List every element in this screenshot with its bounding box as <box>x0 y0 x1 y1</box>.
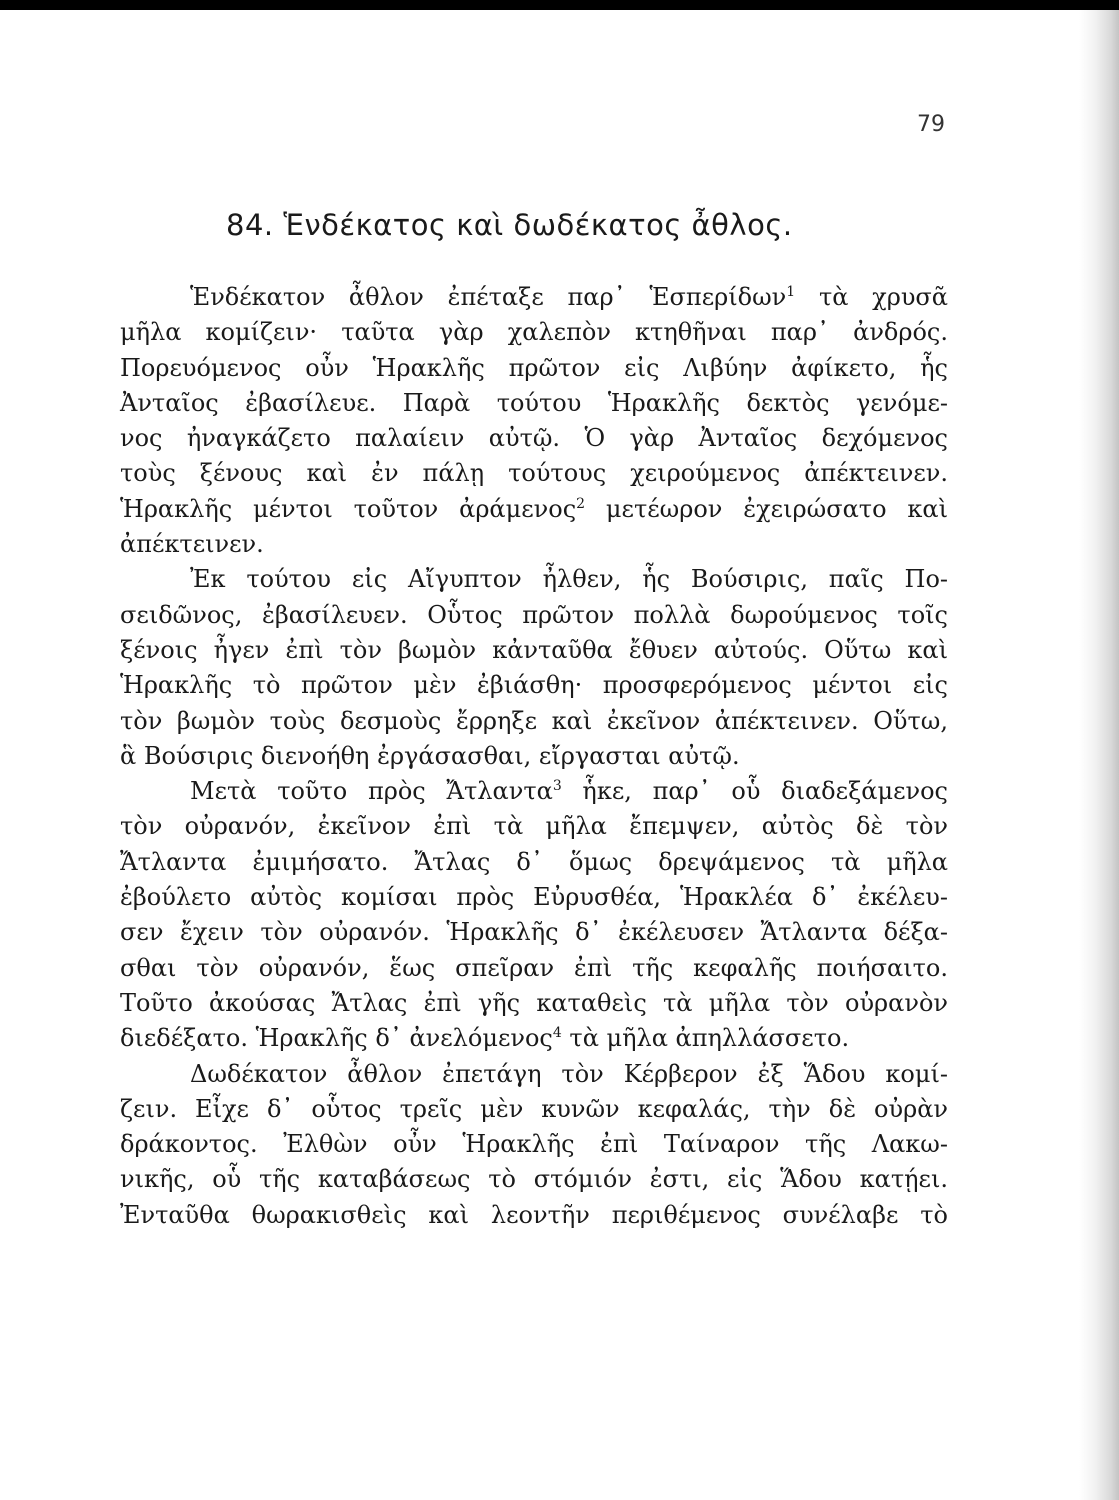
text-line-content: Ἄτλαντα ἐμιμήσατο. Ἄτλας δ᾽ ὅμως δρεψάμενος τὰ μῆλα <box>120 847 948 876</box>
text-line-content: ἐβούλετο αὐτὸς κομίσαι πρὸς Εὐρυσθέα, Ἡρακλέα δ᾽ ἐκέλευ- <box>120 883 948 912</box>
text-line-content: Μετὰ τοῦτο πρὸς Ἄτλαντα <box>190 777 553 806</box>
text-line-content: ξένοις ἦγεν ἐπὶ τὸν βωμὸν κἀνταῦθα ἔθυεν αὐτούς. Οὕτω καὶ <box>120 635 948 664</box>
text-line-content: ἃ Βούσιρις διενοήθη ἐργάσασθαι, εἴργασται αὐτῷ. <box>120 741 740 770</box>
page-gutter-shadow <box>1079 10 1119 1500</box>
text-line-content: σειδῶνος, ἐβασίλευεν. Οὗτος πρῶτον πολλὰ δωρούμενος τοῖς <box>120 600 948 629</box>
text-line-content: Τοῦτο ἀκούσας Ἄτλας ἐπὶ γῆς καταθεὶς τὰ μῆλα τὸν οὐρανὸν <box>120 988 948 1017</box>
text-line-continuation: ἧκε, παρ᾽ οὗ διαδεξάμενος <box>561 777 949 806</box>
text-line-content: Ἐνταῦθα θωρακισθεὶς καὶ λεοντῆν περιθέμενος συνέλαβε τὸ <box>120 1200 948 1229</box>
text-line-continuation: τὰ μῆλα ἀπηλλάσσετο. <box>561 1024 850 1053</box>
text-line-content: διεδέξατο. Ἡρακλῆς δ᾽ ἀνελόμενος <box>120 1024 553 1053</box>
text-line <box>120 315 948 350</box>
text-line <box>120 562 948 597</box>
text-line <box>120 1021 948 1056</box>
text-line <box>120 492 948 527</box>
text-line-content: Ἡρακλῆς μέντοι τοῦτον ἀράμενος <box>120 494 577 523</box>
page-number: 79 <box>917 112 945 137</box>
text-line <box>120 1092 948 1127</box>
text-line <box>120 951 948 986</box>
text-line-content: ζειν. Εἶχε δ᾽ οὗτος τρεῖς μὲν κυνῶν κεφαλάς, τὴν δὲ οὐρὰν <box>120 1094 948 1123</box>
text-line <box>120 1198 948 1233</box>
text-line-content: τὸν οὐρανόν, ἐκεῖνον ἐπὶ τὰ μῆλα ἔπεμψεν, αὐτὸς δὲ τὸν <box>120 812 948 841</box>
scan-border-top <box>0 0 1119 10</box>
text-line-content: Ἑνδέκατον ἆθλον ἐπέταξε παρ᾽ Ἑσπερίδων <box>190 283 787 311</box>
text-line <box>120 774 948 809</box>
text-line-content: Πορευόμενος οὖν Ἡρακλῆς πρῶτον εἰς Λιβύην ἀφίκετο, ἧς <box>120 353 948 382</box>
footnote-marker: 1 <box>786 284 796 300</box>
footnote-marker: 4 <box>552 1025 562 1042</box>
text-line-content: σθαι τὸν οὐρανόν, ἕως σπεῖραν ἐπὶ τῆς κεφαλῆς ποιήσαιτο. <box>120 953 948 982</box>
text-line-content: νος ἠναγκάζετο παλαίειν αὐτῷ. Ὁ γὰρ Ἀνταῖος δεχόμενος <box>120 424 948 453</box>
text-line-content: νικῆς, οὗ τῆς καταβάσεως τὸ στόμιόν ἐστι, εἰς Ἅδου κατῄει. <box>120 1165 948 1194</box>
text-line-content: Ἡρακλῆς τὸ πρῶτον μὲν ἐβιάσθη· προσφερόμενος μέντοι εἰς <box>120 671 948 700</box>
text-line <box>120 421 948 456</box>
text-line <box>120 527 948 562</box>
text-line <box>120 456 948 491</box>
text-line-content: τοὺς ξένους καὶ ἐν πάλῃ τούτους χειρούμενος ἀπέκτεινεν. <box>120 459 948 488</box>
section-heading: 84. Ἑνδέκατος καὶ δωδέκατος ἆθλος. <box>226 208 793 242</box>
text-line <box>120 809 948 844</box>
text-line <box>120 351 948 386</box>
text-line-content: δράκοντος. Ἐλθὼν οὖν Ἡρακλῆς ἐπὶ Ταίναρον τῆς Λακω- <box>120 1130 948 1159</box>
text-line <box>120 633 948 668</box>
text-line <box>120 1127 948 1162</box>
text-line-content: ἀπέκτεινεν. <box>120 530 264 559</box>
text-line-content: τὸν βωμὸν τοὺς δεσμοὺς ἔρρηξε καὶ ἐκεῖνον ἀπέκτεινεν. Οὕτω, <box>120 706 948 735</box>
text-line <box>120 1057 948 1092</box>
text-line <box>120 986 948 1021</box>
text-line <box>120 915 948 950</box>
text-line-content: Ἐκ τούτου εἰς Αἴγυπτον ἦλθεν, ἧς Βούσιρις, παῖς Πο- <box>190 565 948 594</box>
text-line-content: σεν ἔχειν τὸν οὐρανόν. Ἡρακλῆς δ᾽ ἐκέλευσεν Ἄτλαντα δέξα- <box>120 918 948 947</box>
text-line <box>120 386 948 421</box>
text-line-content: μῆλα κομίζειν· ταῦτα γὰρ χαλεπὸν κτηθῆναι παρ᾽ ἀνδρός. <box>120 318 948 347</box>
text-line <box>120 845 948 880</box>
footnote-marker: 2 <box>576 495 586 512</box>
text-line <box>120 280 948 315</box>
body-text <box>120 280 948 1233</box>
text-line <box>120 668 948 703</box>
text-line <box>120 704 948 739</box>
text-line <box>120 739 948 774</box>
footnote-marker: 3 <box>552 778 562 795</box>
text-line <box>120 1162 948 1197</box>
text-line-content: Δωδέκατον ἆθλον ἐπετάγη τὸν Κέρβερον ἐξ Ἅδου κομί- <box>190 1059 948 1088</box>
text-line-continuation: τὰ χρυσᾶ <box>795 283 948 311</box>
text-line <box>120 880 948 915</box>
text-line <box>120 598 948 633</box>
text-line-continuation: μετέωρον ἐχειρώσατο καὶ <box>585 494 948 523</box>
text-line-content: Ἀνταῖος ἐβασίλευε. Παρὰ τούτου Ἡρακλῆς δεκτὸς γενόμε- <box>120 388 948 417</box>
